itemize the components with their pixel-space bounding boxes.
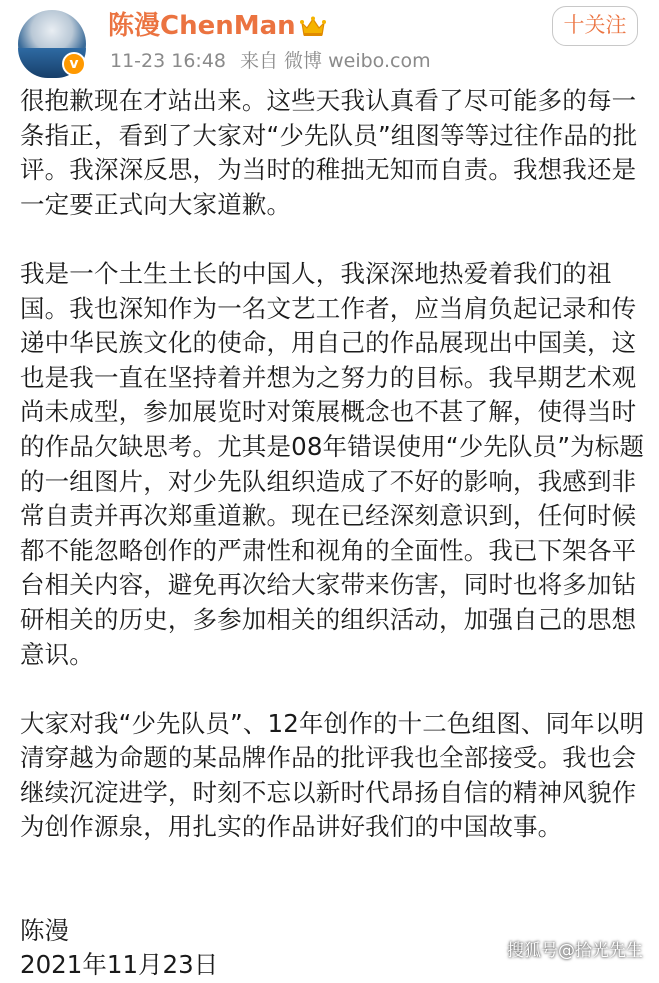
post-source[interactable]: 来自 微博 weibo.com — [240, 50, 431, 72]
post-body — [20, 84, 646, 880]
post-time: 11-23 16:48 — [110, 50, 227, 72]
crown-icon — [300, 16, 326, 38]
username[interactable] — [108, 10, 326, 42]
post-paragraph-1: 很抱歉现在才站出来。这些天我认真看了尽可能多的每一条指正，看到了大家对“少先队员”组图等等过往作品的批评。我深深反思，为当时的稚拙无知而自责。我想我还是一定要正式向大家道歉。 — [20, 86, 638, 219]
username-text[interactable]: 陈漫ChenMan — [108, 11, 296, 41]
post-signature: 陈漫 — [20, 916, 69, 945]
post-paragraph-2: 我是一个土生土长的中国人，我深深地热爱着我们的祖国。我也深知作为一名文艺工作者，应当肩负起记录和传递中华民族文化的使命，用自己的作品展现出中国美，这也是我一直在坚持着并想为之努力的目标。我早期艺术观尚未成型，参加展览时对策展概念也不甚了解，使得当时的作品欠缺思考。尤其是08年错误使用“少先队员”为标题的一组图片，对少先队组织造成了不好的影响，我感到非常自责并再次郑重道歉。现在已经深刻意识到，任何时候都不能忽略创作的严肃性和视角的全面性。我已下架各平台相关内容，避免再次给大家带来伤害，同时也将多加钻研相关的历史，多参加相关的组织活动，加强自己的思想意识。 — [20, 258, 645, 669]
post-meta — [110, 48, 445, 74]
verified-badge-icon: v — [62, 52, 86, 76]
follow-button-label: 十关注 — [563, 13, 627, 37]
post-date: 2021年11月23日 — [20, 950, 219, 979]
follow-button[interactable] — [552, 6, 638, 46]
watermark: 搜狐号@拾光先生 — [507, 941, 643, 961]
post-paragraph-3: 大家对我“少先队员”、12年创作的十二色组图、同年以明清穿越为命题的某品牌作品的批评我也全部接受。我也会继续沉淀进学，时刻不忘以新时代昂扬自信的精神风貌作为创作源泉，用扎实的作品讲好我们的中国故事。 — [20, 708, 645, 842]
